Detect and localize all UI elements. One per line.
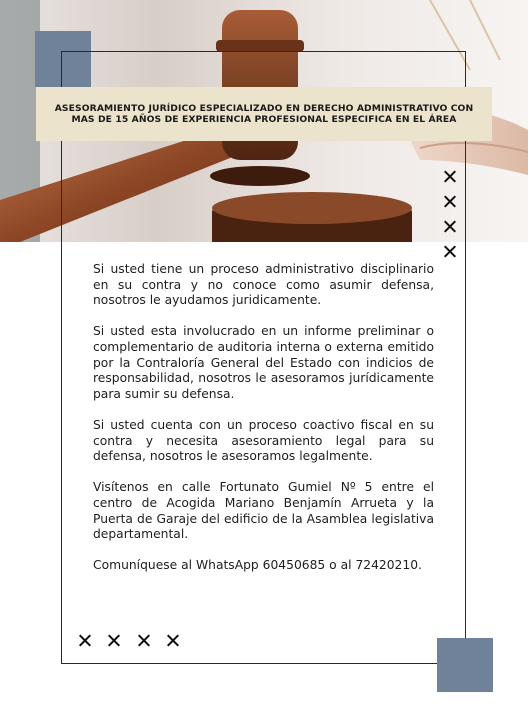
paragraph-contact: Comuníquese al WhatsApp 60450685 o al 72420210.	[93, 558, 422, 573]
x-mark-icon	[443, 245, 456, 258]
paragraph-coactive: Si usted cuenta con un proceso coactivo fiscal en su contra y necesita asesoramiento legal para su defensa, nosotros le asesoramos legalmente.	[93, 417, 434, 464]
paragraph-audit: Si usted esta involucrado en un informe preliminar o complementario de auditoria interna o externa emitido por la Contraloría General del Estado con indicios de responsabilidad, nosotros le asesoramos jurídicamente para sumir su defensa.	[93, 324, 434, 401]
x-mark-icon	[443, 170, 456, 183]
x-marks-vertical	[443, 170, 459, 270]
paragraph-address: Visítenos en calle Fortunato Gumiel Nº 5 entre el centro de Acogida Mariano Benjamín Arrueta y la Puerta de Garaje del edificio de la Asamblea legislativa departamental.	[93, 480, 434, 542]
x-mark-icon	[443, 220, 456, 233]
x-mark-icon	[107, 634, 120, 647]
x-mark-icon	[443, 195, 456, 208]
x-mark-icon	[166, 634, 179, 647]
title-banner	[36, 87, 492, 141]
page-title: ASESORAMIENTO JURÍDICO ESPECIALIZADO EN DERECHO ADMINISTRATIVO CON MAS DE 15 AÑOS DE EXPERIENCIA PROFESIONAL ESPECIFICA EN EL ÁREA	[54, 102, 474, 125]
x-marks-horizontal	[78, 634, 191, 652]
body-text	[93, 262, 434, 589]
paragraph-disciplinary: Si usted tiene un proceso administrativo disciplinario en su contra y no conoce como asumir defensa, nosotros le ayudamos juridicamente.	[93, 262, 434, 308]
x-mark-icon	[78, 634, 91, 647]
decorative-square-bottom	[437, 638, 493, 692]
x-mark-icon	[137, 634, 150, 647]
